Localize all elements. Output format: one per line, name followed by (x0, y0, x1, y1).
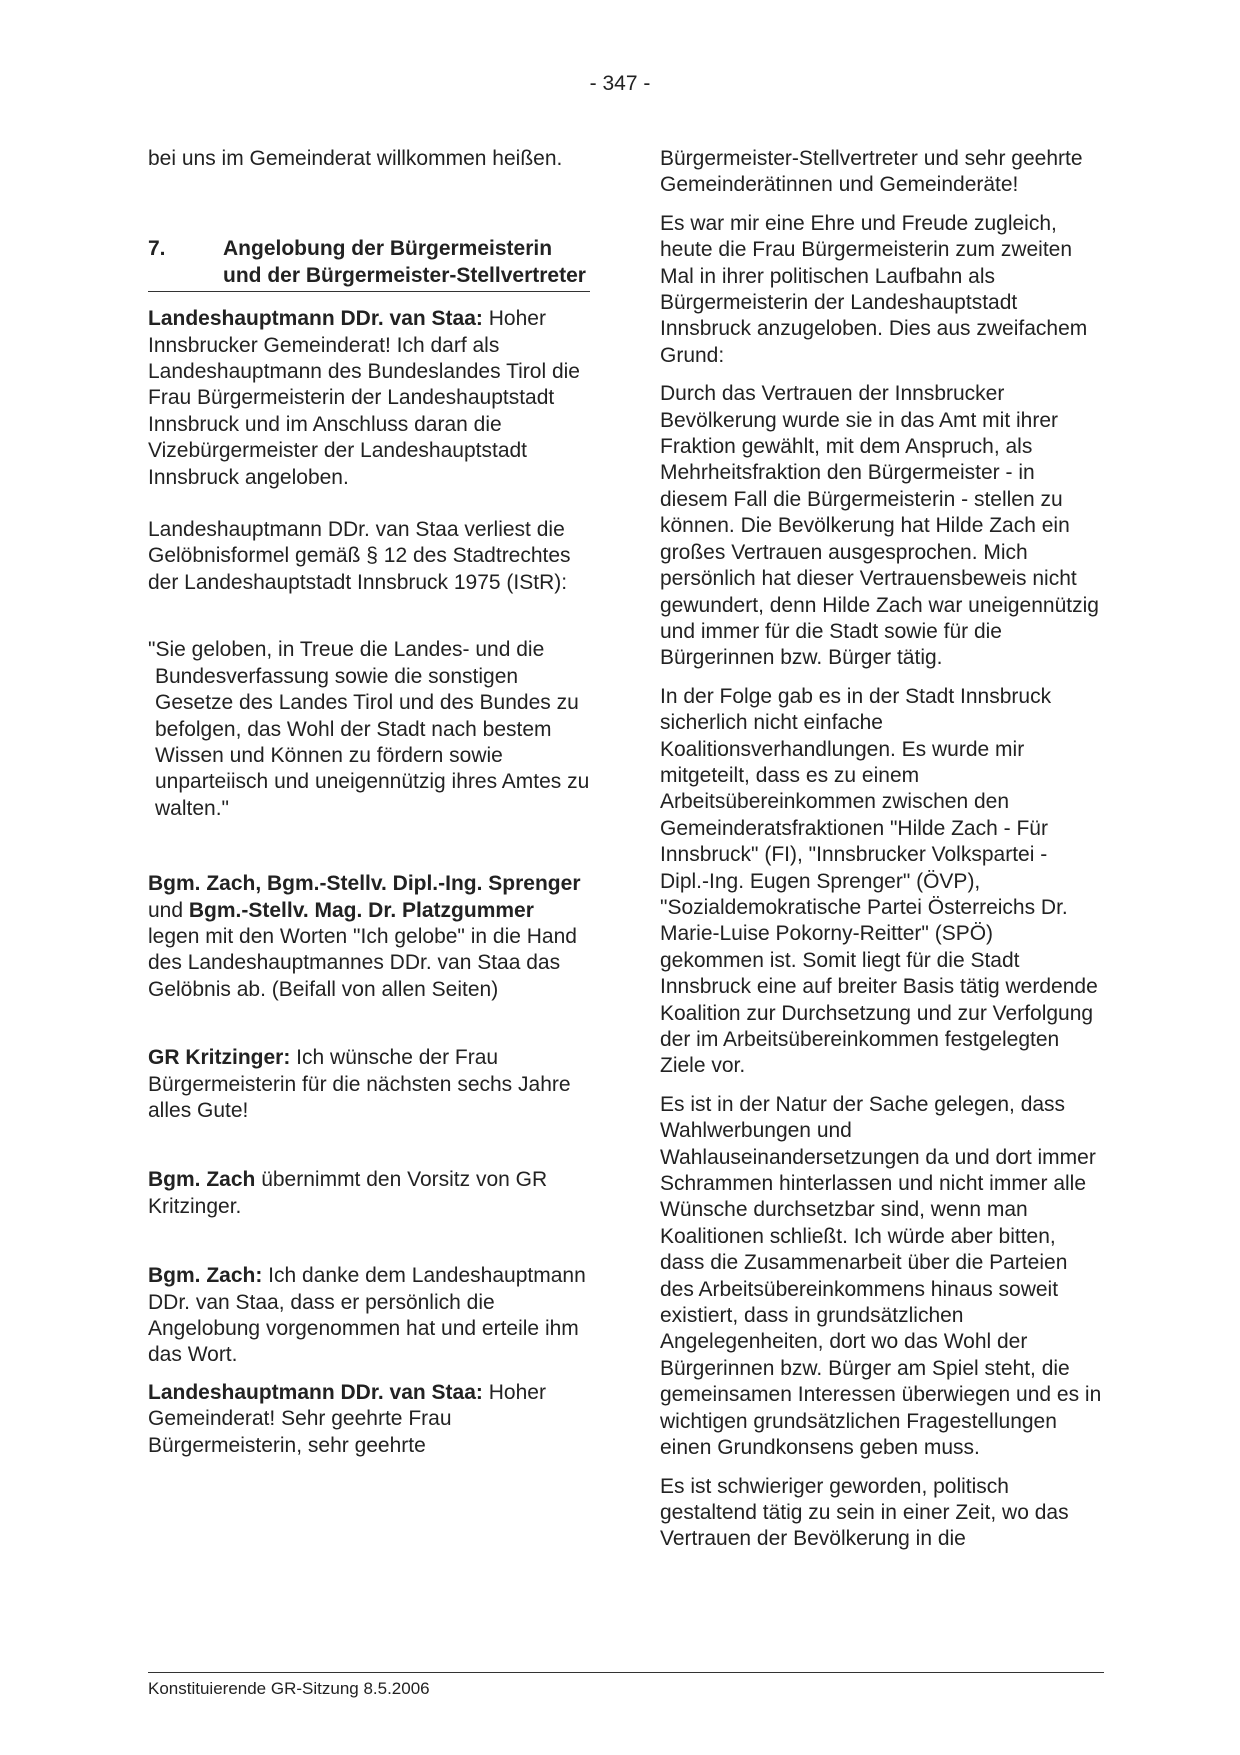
paragraph: In der Folge gab es in der Stadt Innsbruck sicherlich nicht einfache Koalitionsverhandlungen. Es wurde mir mitgeteilt, dass es zu einem Arbeitsübereinkommen zwischen den Gemeinderatsfraktionen "Hilde Zach - Für Innsbruck" (FI), "Innsbrucker Volkspartei - Dipl.-Ing. Eugen Sprenger" (ÖVP), "Sozialdemokratische Partei Österreichs Dr. Marie-Luise Pokorny-Reitter" (SPÖ) gekommen ist. Somit liegt für die Stadt Innsbruck eine auf breiter Basis tätig werdende Koalition zur Durchsetzung und zur Verfolgung der im Arbeitsübereinkommen festgelegten Ziele vor. (660, 684, 1098, 1078)
right-column (660, 146, 1102, 1553)
speaker-name: Landeshauptmann DDr. van Staa: (148, 307, 483, 331)
paragraph: Bürgermeister-Stellvertreter und sehr geehrte Gemeinderätinnen und Gemeinderäte! (660, 147, 1083, 197)
speaker-name: Bgm. Zach (148, 1168, 256, 1192)
section-number: 7. (148, 237, 166, 261)
section-heading (148, 236, 590, 292)
paragraph (148, 1263, 590, 1369)
speaker-name: Landeshauptmann DDr. van Staa: (148, 1380, 483, 1404)
text: und (148, 898, 189, 922)
paragraph: Es ist schwieriger geworden, politisch gestaltend tätig zu sein in einer Zeit, wo das Vertrauen der Bevölkerung in die (660, 1474, 1069, 1551)
paragraph (148, 871, 590, 1003)
footer-text: Konstituierende GR-Sitzung 8.5.2006 (148, 1679, 430, 1698)
speaker-name: Bgm. Zach, Bgm.-Stellv. Dipl.-Ing. Sprenger (148, 872, 581, 896)
paragraph (148, 306, 590, 491)
paragraph: Landeshauptmann DDr. van Staa verliest die Gelöbnisformel gemäß § 12 des Stadtrechtes der Landeshauptstadt Innsbruck 1975 (IStR): (148, 518, 571, 594)
speaker-name: Bgm. Zach: (148, 1264, 263, 1288)
left-column (148, 146, 590, 1459)
paragraph (148, 1380, 590, 1459)
speaker-name: Bgm.-Stellv. Mag. Dr. Platzgummer (188, 898, 534, 922)
oath-quote: "Sie geloben, in Treue die Landes- und die Bundesverfassung sowie die sonstigen Gesetze des Landes Tirol und des Bundes zu befolgen, das Wohl der Stadt nach bestem Wissen und Können zu fördern sowie unparteiisch und uneigennützig ihres Amtes zu walten." (148, 638, 590, 820)
footer-rule (148, 1672, 1104, 1673)
section-title: Angelobung der Bürgermeisterin und der Bürgermeister-Stellvertreter (223, 237, 586, 287)
speech-text: Ich wünsche der Frau Bürgermeisterin für die nächsten sechs Jahre alles Gute! (148, 1046, 571, 1122)
paragraph (148, 1167, 590, 1220)
paragraph: bei uns im Gemeinderat willkommen heißen. (148, 147, 563, 170)
speaker-name: GR Kritzinger: (148, 1046, 291, 1070)
paragraph (148, 1045, 590, 1124)
text: legen mit den Worten "Ich gelobe" in die Hand des Landeshauptmannes DDr. van Staa das Gelöbnis ab. (Beifall von allen Seiten) (148, 924, 577, 1001)
speech-text: Hoher Innsbrucker Gemeinderat! Ich darf als Landeshauptmann des Bundeslandes Tirol die Frau Bürgermeisterin der Landeshauptstadt Innsbruck und im Anschluss daran die Vizebürgermeister der Landeshauptstadt Innsbruck angeloben. (148, 307, 580, 489)
speech-text: Hoher Gemeinderat! Sehr geehrte Frau Bürgermeisterin, sehr geehrte (148, 1380, 546, 1457)
paragraph: Es war mir eine Ehre und Freude zugleich, heute die Frau Bürgermeisterin zum zweiten Mal in ihrer politischen Laufbahn als Bürgermeisterin der Landeshauptstadt Innsbruck anzugeloben. Dies aus zweifachem Grund: (660, 211, 1088, 367)
text: übernimmt den Vorsitz von GR Kritzinger. (148, 1168, 548, 1218)
page-number: - 347 - (589, 72, 651, 95)
speech-text: Ich danke dem Landeshauptmann DDr. van Staa, dass er persönlich die Angelobung vorgenommen hat und erteile ihm das Wort. (148, 1264, 586, 1367)
paragraph: Durch das Vertrauen der Innsbrucker Bevölkerung wurde sie in das Amt mit ihrer Fraktion gewählt, mit dem Anspruch, als Mehrheitsfraktion den Bürgermeister - in diesem Fall die Bürgermeisterin - stellen zu können. Die Bevölkerung hat Hilde Zach ein großes Vertrauen ausgesprochen. Mich persönlich hat dieser Vertrauensbeweis nicht gewundert, denn Hilde Zach war uneigennützig und immer für die Stadt sowie für die Bürgerinnen bzw. Bürger tätig. (660, 382, 1099, 670)
paragraph: Es ist in der Natur der Sache gelegen, dass Wahlwerbungen und Wahlauseinandersetzungen da und dort immer Schrammen hinterlassen und nicht immer alle Wünsche durchsetzbar sind, wenn man Koalitionen schließt. Ich würde aber bitten, dass die Zusammenarbeit über die Parteien des Arbeitsübereinkommens hinaus soweit existiert, dass in grundsätzlichen Angelegenheiten, dort wo das Wohl der Bürgerinnen bzw. Bürger am Spiel steht, die gemeinsamen Interessen überwiegen und es in wichtigen grundsätzlichen Fragestellungen einen Grundkonsens geben muss. (660, 1092, 1102, 1460)
